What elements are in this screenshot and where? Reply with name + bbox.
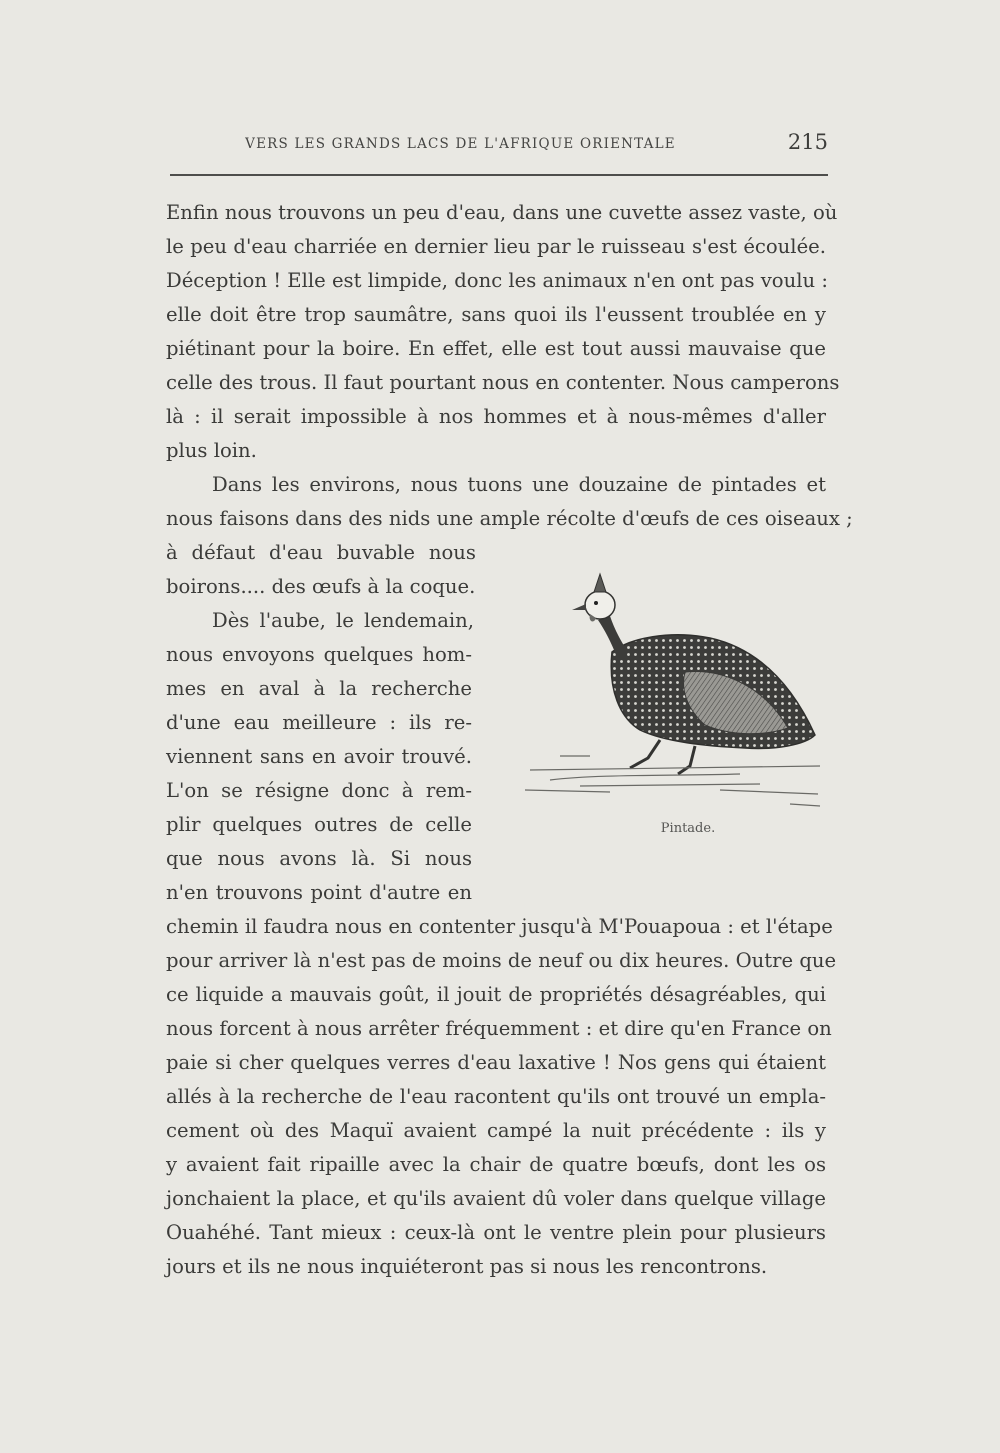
- text-line: ce liquide a mauvais goût, il jouit de propriétés désagréables, qui: [166, 983, 826, 1006]
- guinea-fowl-icon: [520, 560, 825, 820]
- text-line: Dans les environs, nous tuons une douzaine de pintades et: [212, 473, 826, 496]
- running-title: VERS LES GRANDS LACS DE L'AFRIQUE ORIENTALE: [245, 136, 676, 152]
- text-line: Ouahéhé. Tant mieux : ceux-là ont le ventre plein pour plusieurs: [166, 1221, 826, 1244]
- text-line: y avaient fait ripaille avec la chair de quatre bœufs, dont les os: [166, 1153, 826, 1176]
- text-line: jonchaient la place, et qu'ils avaient dû voler dans quelque village: [166, 1187, 826, 1210]
- text-line: allés à la recherche de l'eau racontent qu'ils ont trouvé un empla-: [166, 1085, 826, 1108]
- text-line: là : il serait impossible à nos hommes et à nous-mêmes d'aller: [166, 405, 826, 428]
- text-line: plir quelques outres de celle: [166, 813, 472, 836]
- text-line: d'une eau meilleure : ils re-: [166, 711, 472, 734]
- text-line: le peu d'eau charriée en dernier lieu par le ruisseau s'est écoulée.: [166, 235, 826, 258]
- page-header: [163, 128, 828, 158]
- page-number: 215: [787, 130, 828, 154]
- figure-caption: Pintade.: [660, 821, 716, 836]
- text-line: nous forcent à nous arrêter fréquemment : et dire qu'en France on: [166, 1017, 832, 1040]
- text-line: L'on se résigne donc à rem-: [166, 779, 472, 802]
- text-line: mes en aval à la recherche: [166, 677, 472, 700]
- text-line: chemin il faudra nous en contenter jusqu'à M'Pouapoua : et l'étape: [166, 915, 833, 938]
- text-line: que nous avons là. Si nous: [166, 847, 472, 870]
- text-line: nous envoyons quelques hom-: [166, 643, 472, 666]
- text-line: piétinant pour la boire. En effet, elle est tout aussi mauvaise que: [166, 337, 826, 360]
- text-line: celle des trous. Il faut pourtant nous en contenter. Nous camperons: [166, 371, 840, 394]
- text-line: elle doit être trop saumâtre, sans quoi ils l'eussent troublée en y: [166, 303, 826, 326]
- text-line: n'en trouvons point d'autre en: [166, 881, 472, 904]
- text-line: jours et ils ne nous inquiéteront pas si nous les rencontrons.: [166, 1255, 768, 1278]
- text-line: pour arriver là n'est pas de moins de neuf ou dix heures. Outre que: [166, 949, 837, 972]
- text-line: boirons.... des œufs à la coque.: [166, 575, 476, 598]
- header-rule: [170, 174, 828, 176]
- text-line: à défaut d'eau buvable nous: [166, 541, 476, 564]
- text-line: plus loin.: [166, 439, 257, 462]
- text-line: viennent sans en avoir trouvé.: [166, 745, 472, 768]
- text-line: Dès l'aube, le lendemain,: [212, 609, 474, 632]
- text-line: Enfin nous trouvons un peu d'eau, dans une cuvette assez vaste, où: [166, 201, 838, 224]
- text-line: paie si cher quelques verres d'eau laxative ! Nos gens qui étaient: [166, 1051, 826, 1074]
- text-line: nous faisons dans des nids une ample récolte d'œufs de ces oiseaux ;: [166, 507, 853, 530]
- text-line: Déception ! Elle est limpide, donc les animaux n'en ont pas voulu :: [166, 269, 828, 292]
- text-line: cement où des Maquï avaient campé la nuit précédente : ils y: [166, 1119, 826, 1142]
